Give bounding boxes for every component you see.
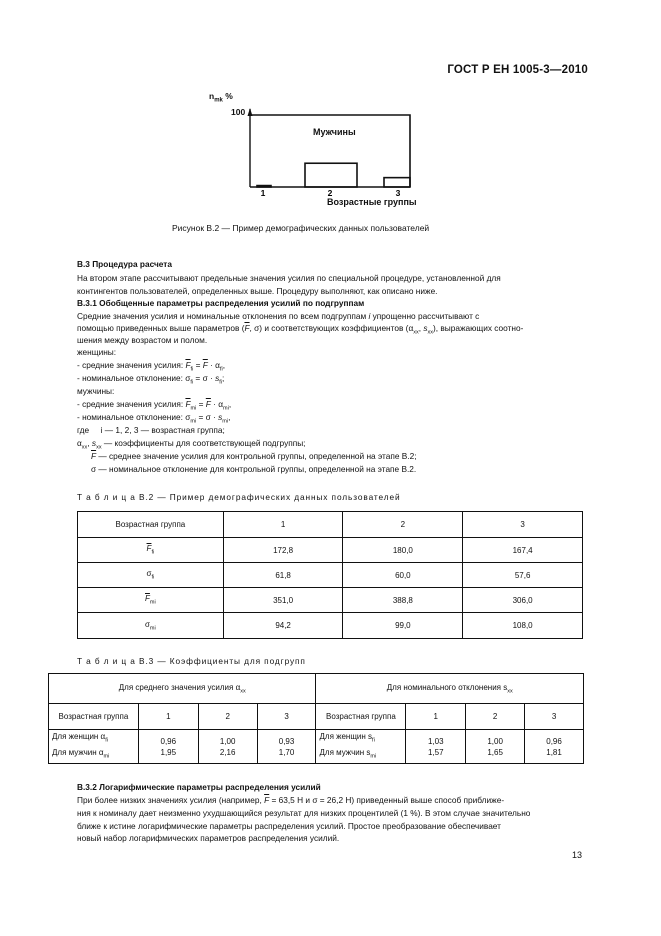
table-cell: 94,2	[223, 613, 343, 639]
table-group-header-mean: Для среднего значения усилия $\alpha_{xx}$	[49, 674, 316, 704]
figure-caption: Рисунок B.2 — Пример демографических данных пользователей	[172, 223, 430, 233]
bar-group-3	[384, 178, 410, 187]
table-cell: 306,0	[463, 588, 583, 613]
b32-line-4: новый набор логарифмических параметров распределения усилий.	[77, 833, 340, 843]
women-mean: - средние значения усилия: $\overline{F}_{fi} = \overline{F} \cdot \alpha_{fi}$,	[77, 360, 226, 373]
section-b32-heading: B.3.2 Логарифмические параметры распределения усилий	[77, 782, 321, 792]
table-cell: 1,03 1,57	[406, 730, 466, 764]
table-cell: $\sigma_{mi}$	[78, 613, 224, 639]
table-cell: $\sigma_{fi}$	[78, 563, 224, 588]
x-tick-label-1: 1	[260, 188, 266, 198]
table-cell: 61,8	[223, 563, 343, 588]
page-number: 13	[572, 850, 583, 860]
table-cell: 108,0	[463, 613, 583, 639]
table-cell: 167,4	[463, 538, 583, 563]
table-row	[78, 613, 583, 639]
inner-label: Мужчины	[313, 127, 356, 137]
section-b31-heading: B.3.1 Обобщенные параметры распределения усилий по подгруппам	[77, 298, 365, 308]
table-b2	[77, 511, 583, 639]
table-cell: 0,93 1,70	[257, 730, 316, 764]
table-b3	[48, 673, 584, 764]
table-cell: Возрастная группа	[49, 704, 139, 730]
table-row	[78, 563, 583, 588]
b32-line-2: ния к номиналу дает неизменно ухудшающийся результат для низких процентилей (1 %). В этом случае значительно	[77, 808, 531, 818]
where-f: $\overline{F}$ — среднее значение усилия для контрольной группы, определенной на этапе B.2;	[91, 451, 417, 461]
table-group-header-deviation: Для номинального отклонения $s_{xx}$	[316, 674, 584, 704]
table-cell: 3	[463, 512, 583, 538]
table-cell: 1,00 2,16	[198, 730, 257, 764]
table-cell: Возрастная группа	[78, 512, 224, 538]
table-cell: 1	[138, 704, 198, 730]
table-cell: 0,96 1,81	[525, 730, 584, 764]
table-row	[78, 512, 583, 538]
table-row	[78, 538, 583, 563]
women-label: женщины:	[77, 347, 117, 357]
where-i: где i — 1, 2, 3 — возрастная группа;	[77, 425, 225, 435]
para-2-line-2: помощью приведенных выше параметров ($\overline{F}$, σ) и соответствующих коэффициентов ($\alpha_{xx}$, $s_{xx}$), выражающих соотно-	[77, 323, 524, 336]
table-cell: 1	[223, 512, 343, 538]
table-cell: Для женщин $\alpha_{fi}$ Для мужчин $\alpha_{mi}$	[49, 730, 139, 764]
table-cell: 0,96 1,95	[138, 730, 198, 764]
table-cell: $\overline{F}_{fi}$	[78, 538, 224, 563]
where-sigma: σ — номинальное отклонение для контрольной группы, определенной на этапе B.2.	[91, 464, 417, 474]
x-tick-label-3: 3	[395, 188, 401, 198]
para-1-line-1: На втором этапе рассчитывают предельные значения усилия по специальной процедуре, установленной для	[77, 273, 501, 283]
para-2-line-3: шения между возрастом и полом.	[77, 335, 208, 345]
para-2-line-1: Средние значения усилия и номинальные отклонения по всем подгруппам i упрощенно рассчитывают с	[77, 311, 480, 321]
table-cell: 3	[257, 704, 316, 730]
table-cell: 172,8	[223, 538, 343, 563]
table-cell: $\overline{F}_{mi}$	[78, 588, 224, 613]
section-b3-heading: B.3 Процедура расчета	[77, 259, 172, 269]
table-row	[49, 730, 584, 764]
men-sd: - номинальное отклонение: $\sigma_{mi} = \sigma \cdot s_{mi}$,	[77, 412, 231, 425]
table-cell: 99,0	[343, 613, 463, 639]
table-b3-caption: Т а б л и ц а B.3 — Коэффициенты для подгрупп	[77, 656, 306, 666]
table-cell: 180,0	[343, 538, 463, 563]
men-label: мужчины:	[77, 386, 115, 396]
table-cell: 2	[198, 704, 257, 730]
y-max-label: 100	[231, 107, 246, 117]
where-coef: $\alpha_{xx}$, $s_{xx}$ — коэффициенты для соответствующей подгруппы;	[77, 438, 306, 451]
table-row	[78, 588, 583, 613]
table-cell: Возрастная группа	[316, 704, 406, 730]
y-axis-label: $n_{mk}$ %	[209, 91, 233, 104]
table-cell: 388,8	[343, 588, 463, 613]
women-sd: - номинальное отклонение: $\sigma_{fi} = \sigma \cdot s_{fi}$;	[77, 373, 225, 386]
table-cell: 1,00 1,65	[466, 730, 525, 764]
table-cell: 1	[406, 704, 466, 730]
bar-group-1	[257, 186, 271, 187]
men-mean: - средние значения усилия: $\overline{F}_{mi} = \overline{F} \cdot \alpha_{mi}$,	[77, 399, 232, 412]
bar-group-2	[305, 163, 357, 187]
table-cell: 3	[525, 704, 584, 730]
table-cell: Для женщин $s_{fi}$ Для мужчин $s_{mi}$	[316, 730, 406, 764]
document-code: ГОСТ Р ЕН 1005-3—2010	[447, 64, 588, 76]
b32-line-3: ближе к истине логарифмические параметры распределения усилий. Простое преобразование обеспечивает	[77, 821, 501, 831]
table-cell: 2	[466, 704, 525, 730]
table-cell: 60,0	[343, 563, 463, 588]
x-axis-label: Возрастные группы	[327, 197, 417, 207]
table-cell: 351,0	[223, 588, 343, 613]
table-b2-caption: Т а б л и ц а B.2 — Пример демографических данных пользователей	[77, 492, 401, 502]
x-tick-label-2: 2	[327, 188, 333, 198]
para-1-line-2: контингентов пользователей, определенных выше. Процедуру выполняют, как описано ниже.	[77, 286, 438, 296]
table-cell: 57,6	[463, 563, 583, 588]
b32-line-1: При более низких значениях усилия (например, $\overline{F} = 63,5$ Н и σ = 26,2 Н) приведенный выше способ приближе-	[77, 795, 505, 805]
table-row	[49, 674, 584, 704]
table-row	[49, 704, 584, 730]
table-cell: 2	[343, 512, 463, 538]
